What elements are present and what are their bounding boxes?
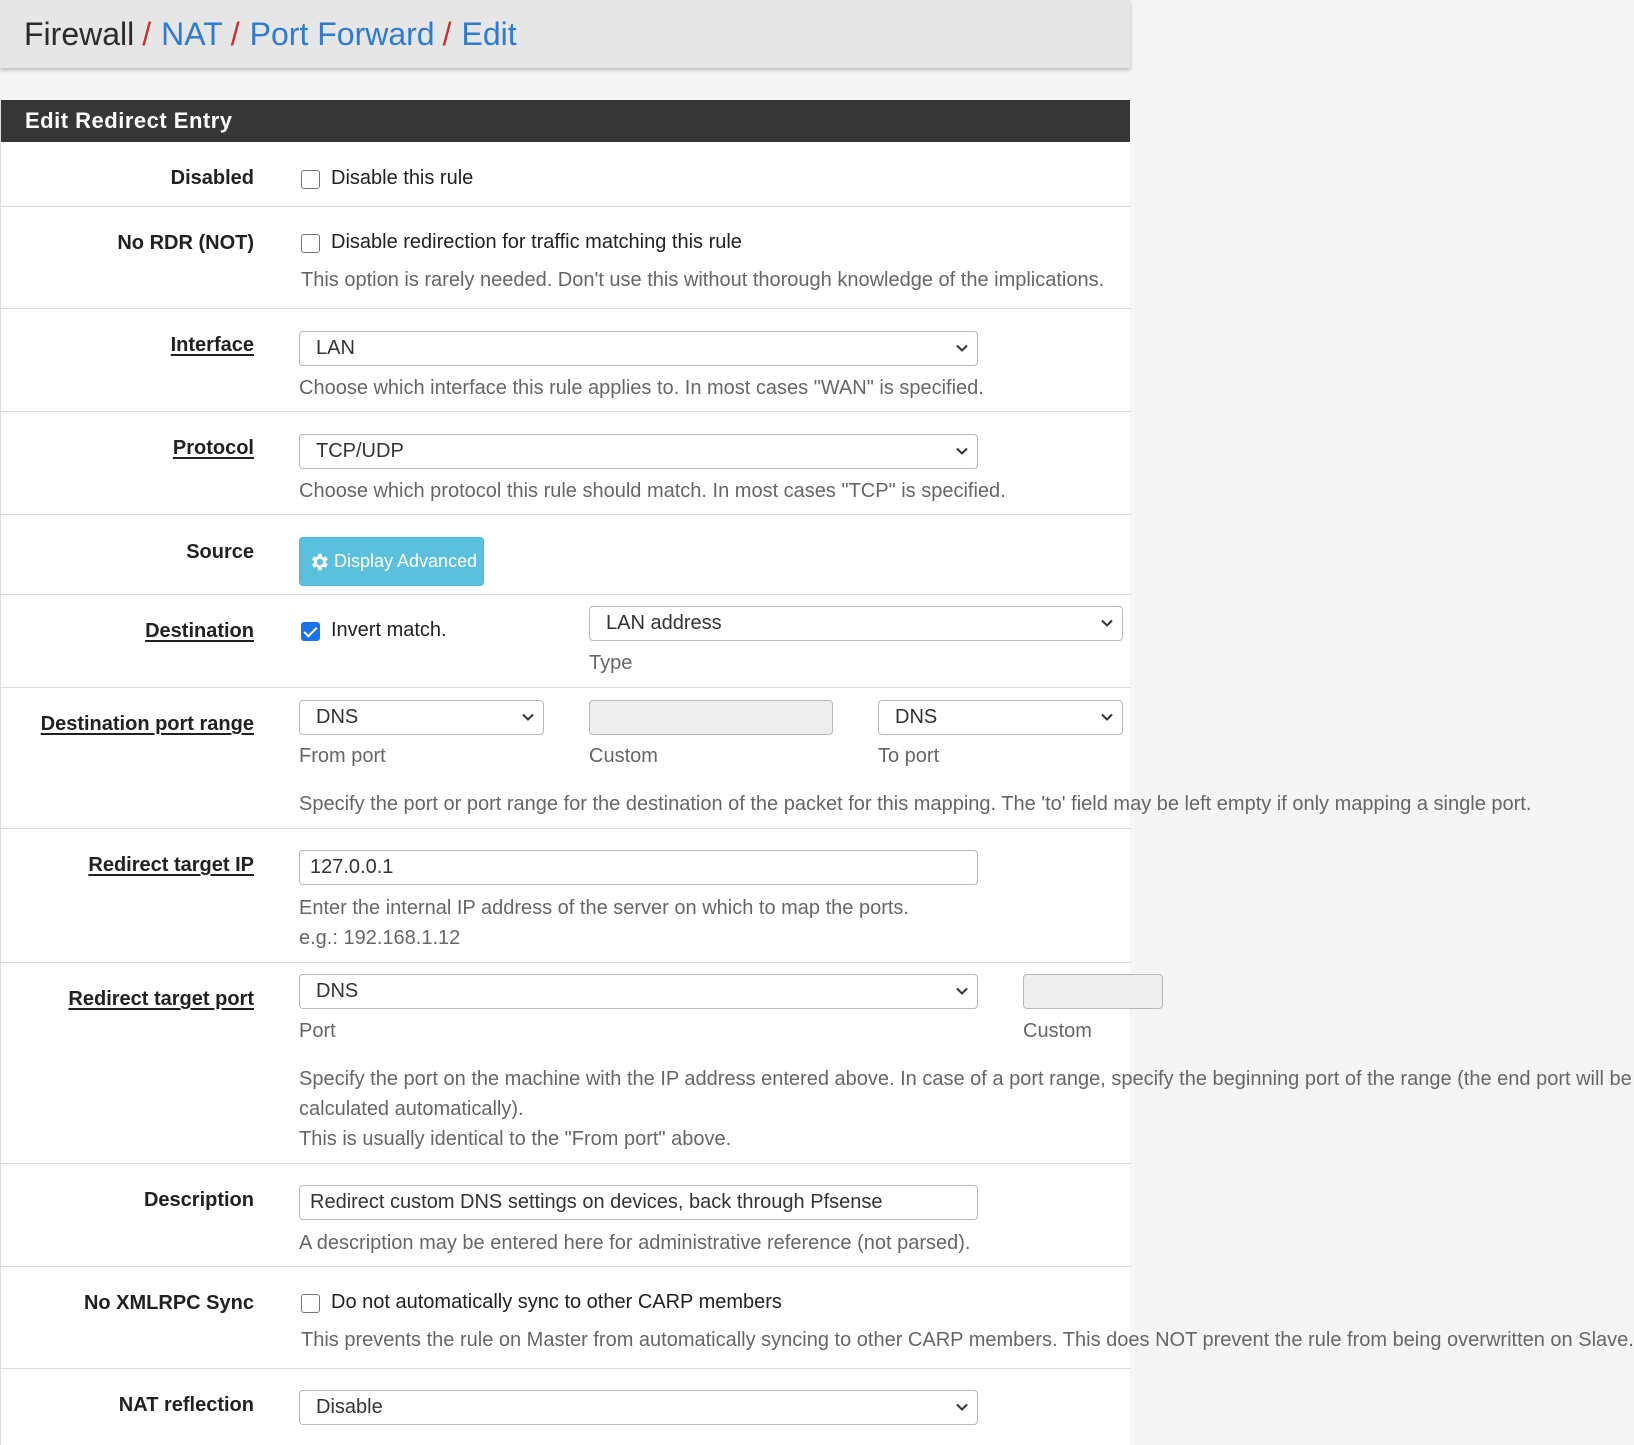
no-rdr-checkbox-label[interactable]: Disable redirection for traffic matching this rule — [331, 231, 742, 253]
row-disabled — [1, 142, 1131, 207]
row-no-xmlrpc-sync — [1, 1267, 1634, 1369]
destination-label: Destination — [145, 620, 254, 642]
no-xmlrpc-sync-checkbox[interactable] — [301, 1294, 320, 1313]
redirect-target-port-value: DNS — [316, 980, 359, 1002]
breadcrumb-port-forward[interactable]: Port Forward — [249, 15, 435, 52]
description-input[interactable] — [299, 1185, 978, 1220]
chevron-down-icon — [955, 341, 969, 355]
row-destination-port-range — [1, 688, 1532, 829]
redirect-target-ip-example: e.g.: 192.168.1.12 — [299, 927, 461, 949]
row-description — [1, 1164, 1131, 1267]
chevron-down-icon — [1100, 616, 1114, 630]
chevron-down-icon — [955, 1400, 969, 1414]
nat-reflection-select[interactable] — [299, 1390, 978, 1425]
edit-redirect-panel — [0, 100, 1634, 1445]
display-advanced-button[interactable] — [299, 537, 484, 586]
panel-title: Edit Redirect Entry — [1, 100, 1130, 142]
description-value: Redirect custom DNS settings on devices, back through Pfsense — [310, 1191, 883, 1213]
disabled-checkbox[interactable] — [301, 170, 320, 189]
no-rdr-label: No RDR (NOT) — [117, 232, 254, 254]
description-help: A description may be entered here for administrative reference (not parsed). — [299, 1232, 971, 1254]
no-xmlrpc-sync-label: No XMLRPC Sync — [83, 1292, 254, 1314]
no-xmlrpc-sync-checkbox-label[interactable]: Do not automatically sync to other CARP members — [331, 1291, 782, 1313]
to-port-caption: To port — [878, 745, 940, 767]
chevron-down-icon — [955, 444, 969, 458]
nat-reflection-value: Disable — [316, 1396, 383, 1418]
redirect-target-port-custom-input — [1023, 974, 1163, 1009]
destination-type-value: LAN address — [606, 612, 722, 634]
row-protocol — [1, 412, 1131, 515]
row-interface — [1, 309, 1131, 412]
chevron-down-icon — [955, 984, 969, 998]
redirect-target-port-help-1: Specify the port on the machine with the IP address entered above. In case of a port range, specify the beginning port of the range (the end port will be — [299, 1068, 1632, 1090]
from-port-select[interactable] — [299, 700, 544, 735]
breadcrumb-separator: / — [142, 15, 152, 52]
breadcrumb-nat[interactable]: NAT — [161, 15, 223, 52]
chevron-down-icon — [1100, 710, 1114, 724]
to-port-select[interactable] — [878, 700, 1123, 735]
interface-select[interactable] — [299, 331, 978, 366]
chevron-down-icon — [521, 710, 535, 724]
row-destination — [1, 595, 1131, 688]
no-rdr-help: This option is rarely needed. Don't use this without thorough knowledge of the implications. — [301, 269, 1105, 291]
destination-port-range-label: Destination port range — [40, 713, 254, 735]
row-redirect-target-ip — [1, 829, 1131, 963]
redirect-target-port-custom-caption: Custom — [1023, 1020, 1092, 1042]
from-port-custom-input — [589, 700, 833, 735]
redirect-target-port-help-2: calculated automatically). — [299, 1098, 524, 1120]
from-port-caption: From port — [299, 745, 386, 767]
protocol-select[interactable] — [299, 434, 978, 469]
breadcrumb-separator: / — [442, 15, 452, 52]
description-label: Description — [143, 1189, 254, 1211]
from-port-value: DNS — [316, 706, 359, 728]
destination-port-help: Specify the port or port range for the destination of the packet for this mapping. The 'to' field may be left empty if only mapping a single port. — [299, 793, 1532, 815]
row-nat-reflection — [1, 1369, 1131, 1445]
invert-match-label[interactable]: Invert match. — [331, 619, 447, 641]
interface-help: Choose which interface this rule applies to. In most cases "WAN" is specified. — [299, 377, 984, 399]
redirect-target-ip-value: 127.0.0.1 — [310, 856, 394, 878]
disabled-label: Disabled — [170, 167, 254, 189]
to-port-value: DNS — [895, 706, 938, 728]
gear-icon — [308, 551, 330, 573]
nat-reflection-label: NAT reflection — [118, 1394, 254, 1416]
no-rdr-checkbox[interactable] — [301, 234, 320, 253]
redirect-target-port-select[interactable] — [299, 974, 978, 1009]
protocol-help: Choose which protocol this rule should match. In most cases "TCP" is specified. — [299, 480, 1006, 502]
breadcrumb — [0, 0, 1130, 68]
redirect-target-port-label: Redirect target port — [68, 988, 254, 1010]
row-redirect-target-port — [1, 963, 1632, 1164]
protocol-select-value: TCP/UDP — [316, 440, 404, 462]
breadcrumb-separator: / — [230, 15, 240, 52]
row-source — [1, 515, 1131, 595]
redirect-target-ip-help: Enter the internal IP address of the server on which to map the ports. — [299, 897, 909, 919]
redirect-target-port-caption: Port — [299, 1020, 336, 1042]
disabled-checkbox-label[interactable]: Disable this rule — [331, 167, 474, 189]
destination-type-caption: Type — [589, 652, 633, 674]
from-port-custom-caption: Custom — [589, 745, 658, 767]
interface-select-value: LAN — [316, 337, 355, 359]
invert-match-checkbox[interactable] — [301, 622, 320, 641]
redirect-target-port-help-3: This is usually identical to the "From port" above. — [299, 1128, 732, 1150]
interface-label: Interface — [170, 334, 254, 356]
redirect-target-ip-input[interactable] — [299, 850, 978, 885]
redirect-target-ip-label: Redirect target IP — [88, 854, 254, 876]
destination-type-select[interactable] — [589, 606, 1123, 641]
breadcrumb-firewall: Firewall — [24, 15, 135, 52]
protocol-label: Protocol — [172, 437, 254, 459]
no-xmlrpc-sync-help: This prevents the rule on Master from automatically syncing to other CARP members. This does NOT prevent the rule from being overwritten on Slave. — [301, 1329, 1634, 1351]
display-advanced-label: Display Advanced — [334, 551, 478, 571]
breadcrumb-edit[interactable]: Edit — [461, 15, 517, 52]
row-no-rdr — [1, 207, 1131, 309]
source-label: Source — [186, 541, 254, 563]
